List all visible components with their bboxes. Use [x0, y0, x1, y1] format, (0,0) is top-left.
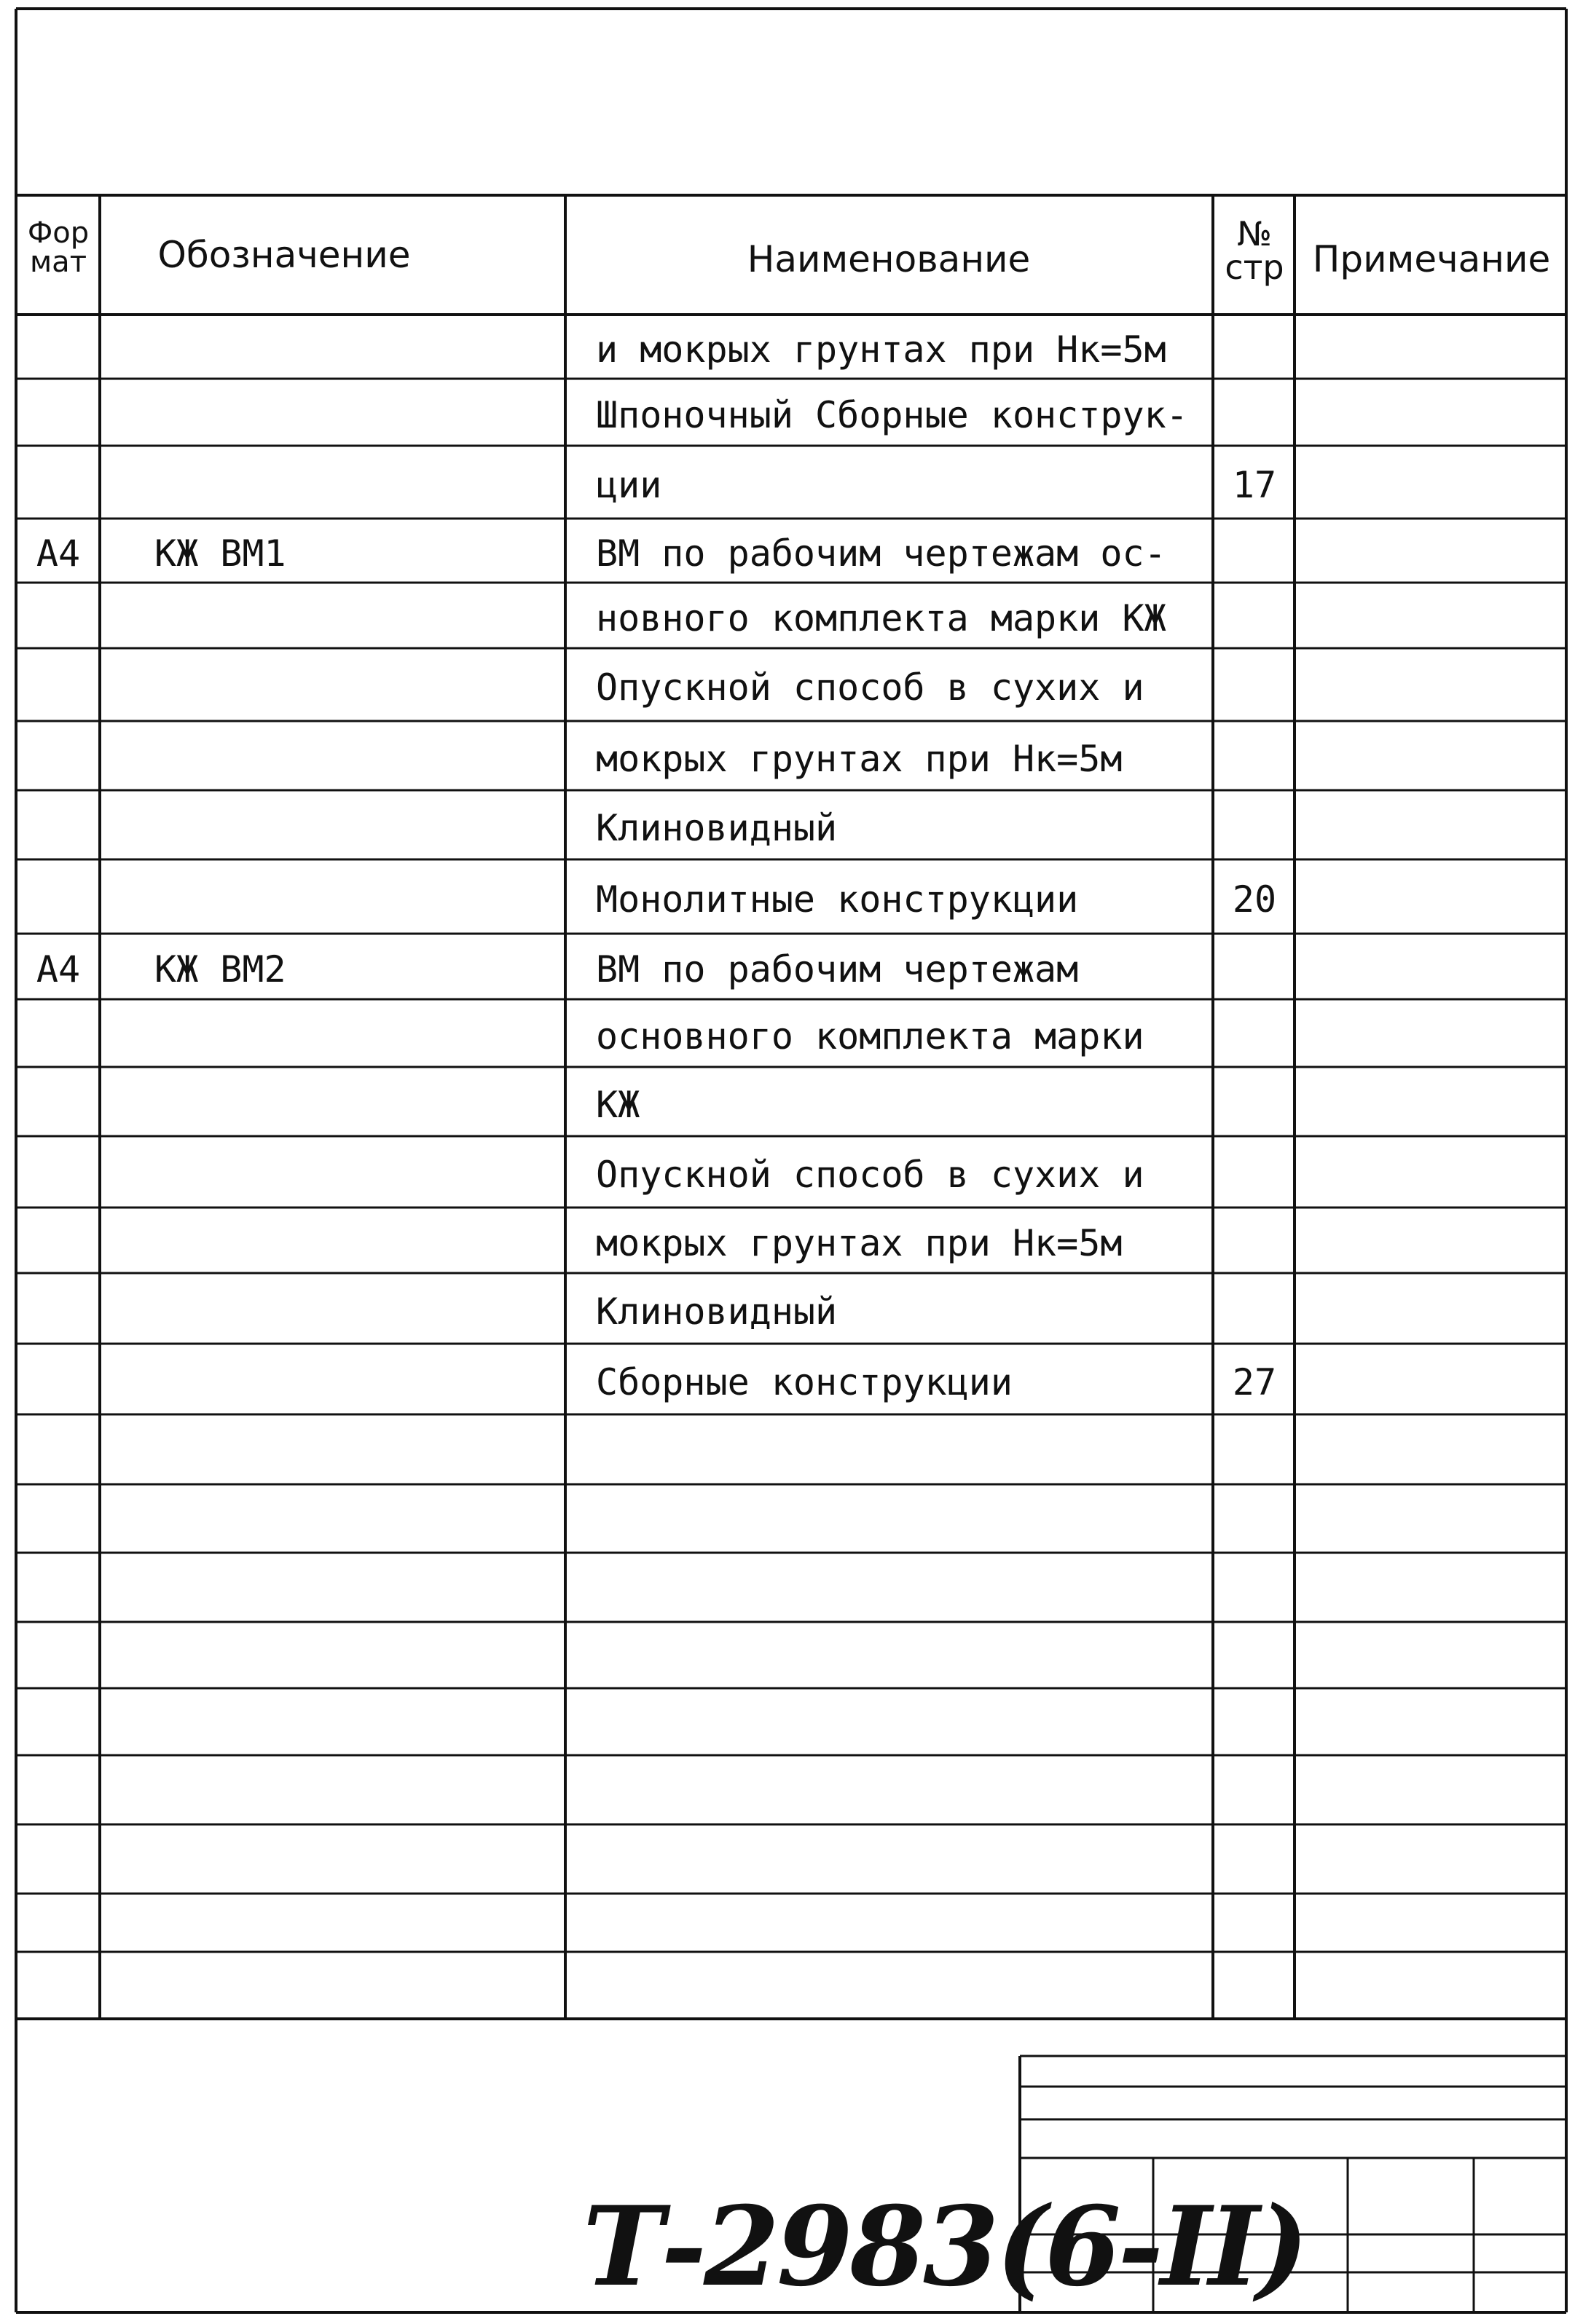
cell-name: Клиновидный — [596, 1290, 838, 1333]
cell-name: основного комплекта марки — [596, 1015, 1144, 1057]
cell-name: ВМ по рабочим чертежам — [596, 948, 1079, 990]
cell-name: мокрых грунтах при Нк=5м — [596, 737, 1123, 780]
cell-name: Опускной способ в сухих и — [596, 666, 1144, 709]
cell-name: ВМ по рабочим чертежам ос- — [596, 532, 1166, 575]
header-page: № стр — [1225, 214, 1284, 287]
cell-name: и мокрых грунтах при Нк=5м — [596, 328, 1166, 371]
header-format: Фор мат — [27, 216, 90, 279]
cell-format: А4 — [36, 948, 81, 990]
cell-name: Клиновидный — [596, 806, 838, 849]
cell-name: Монолитные конструкции — [596, 878, 1079, 921]
cell-name: новного комплекта марки КЖ — [596, 597, 1166, 639]
cell-name: КЖ — [596, 1083, 640, 1126]
cell-page: 20 — [1232, 878, 1277, 921]
cell-page: 27 — [1232, 1360, 1277, 1403]
document-number-stamp: Т-2983(6-II) — [583, 2183, 1306, 2311]
cell-format: А4 — [36, 532, 81, 575]
cell-designation: КЖ ВМ2 — [154, 948, 286, 990]
cell-name: ции — [596, 464, 662, 506]
cell-name: Опускной способ в сухих и — [596, 1154, 1144, 1196]
header-name: Наименование — [747, 238, 1031, 280]
cell-name: Шпоночный Сборные конструк- — [596, 394, 1188, 436]
cell-name: Сборные конструкции — [596, 1360, 1013, 1403]
header-designation: Обозначение — [157, 234, 411, 276]
cell-designation: КЖ ВМ1 — [154, 532, 286, 575]
header-note: Примечание — [1312, 238, 1551, 280]
cell-name: мокрых грунтах при Нк=5м — [596, 1222, 1123, 1264]
cell-page: 17 — [1232, 464, 1277, 506]
